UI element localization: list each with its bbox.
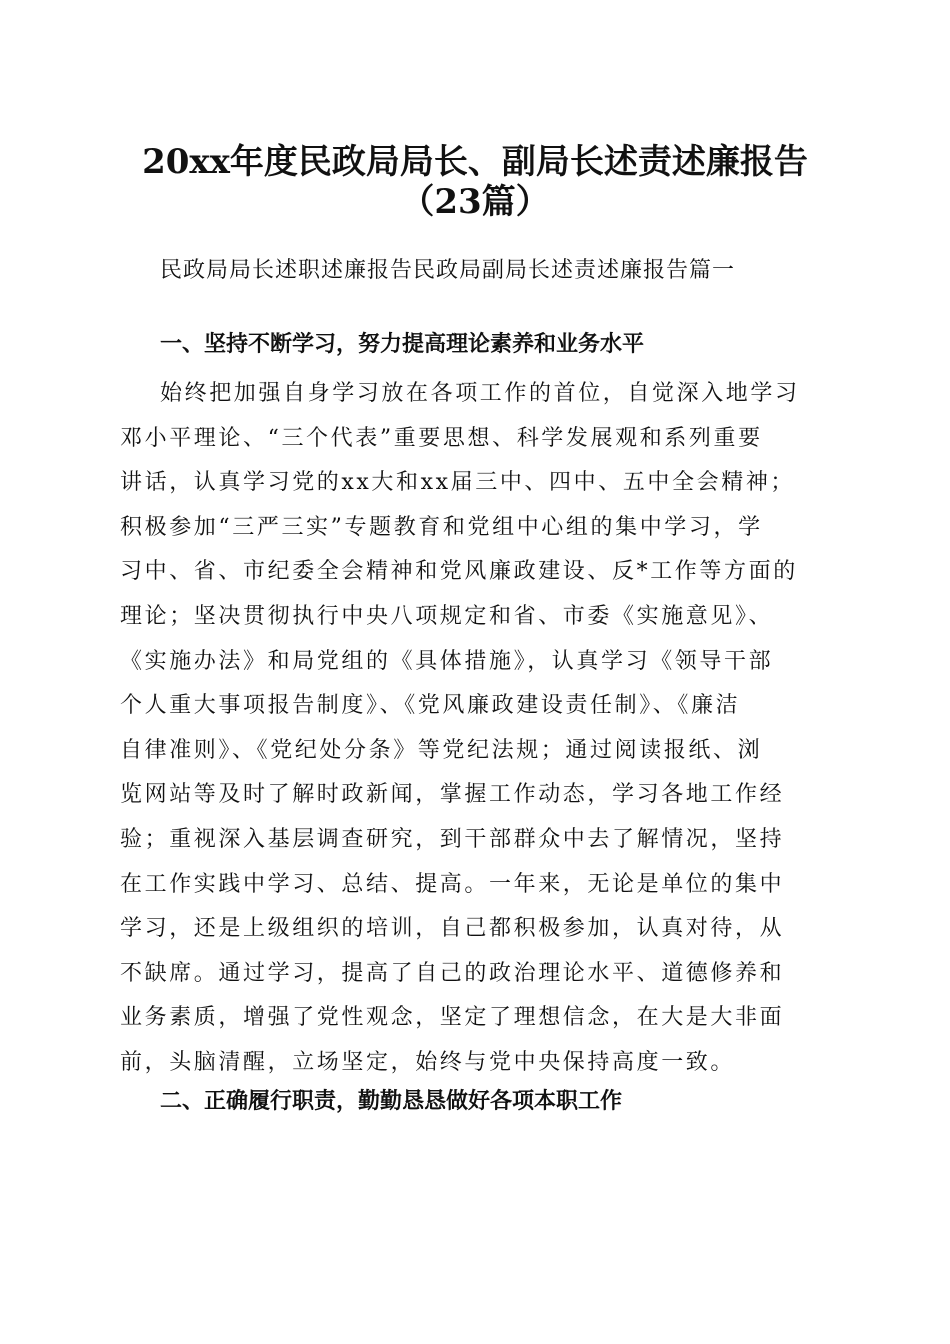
body-line: 邓小平理论、“三个代表”重要思想、科学发展观和系列重要: [120, 425, 763, 451]
body-line: 始终把加强自身学习放在各项工作的首位，自觉深入地学习: [160, 381, 800, 406]
body-line: 习中、省、市纪委全会精神和党风廉政建设、反*工作等方面的: [120, 559, 798, 585]
document-title-line-1: 20xx年度民政局局长、副局长述责述廉报告: [142, 142, 808, 182]
body-line: 积极参加“三严三实”专题教育和党组中心组的集中学习，学: [120, 514, 763, 540]
body-line: 不缺席。通过学习，提高了自己的政治理论水平、道德修养和: [120, 960, 785, 986]
intro-paragraph: 民政局局长述职述廉报告民政局副局长述责述廉报告篇一: [160, 258, 736, 283]
body-line: 验；重视深入基层调查研究，到干部群众中去了解情况，坚持: [120, 826, 785, 852]
body-line: 自律准则》、《党纪处分条》等党纪法规；通过阅读报纸、浏: [120, 737, 763, 763]
body-line: 讲话，认真学习党的xx大和xx届三中、四中、五中全会精神；: [120, 470, 796, 496]
body-line: 《实施办法》和局党组的《具体措施》，认真学习《领导干部: [120, 648, 774, 674]
document-title-line-2: （23篇）: [400, 182, 550, 222]
document-title: [0, 142, 950, 222]
body-line: 个人重大事项报告制度》、《党风廉政建设责任制》、《廉洁: [120, 693, 741, 719]
body-line: 在工作实践中学习、总结、提高。一年来，无论是单位的集中: [120, 871, 785, 897]
body-line: 学习，还是上级组织的培训，自己都积极参加，认真对待，从: [120, 916, 785, 942]
body-line: 理论；坚决贯彻执行中央八项规定和省、市委《实施意见》、: [120, 603, 774, 629]
section-2-heading: 二、正确履行职责，勤勤恳恳做好各项本职工作: [160, 1089, 623, 1114]
section-1-heading: 一、坚持不断学习，努力提高理论素养和业务水平: [160, 332, 645, 357]
section-1-body: [120, 372, 832, 1086]
body-line: 前，头脑清醒，立场坚定，始终与党中央保持高度一致。: [120, 1049, 736, 1075]
body-line: 览网站等及时了解时政新闻，掌握工作动态，学习各地工作经: [120, 782, 785, 808]
body-line: 业务素质，增强了党性观念，坚定了理想信念，在大是大非面: [120, 1005, 785, 1031]
